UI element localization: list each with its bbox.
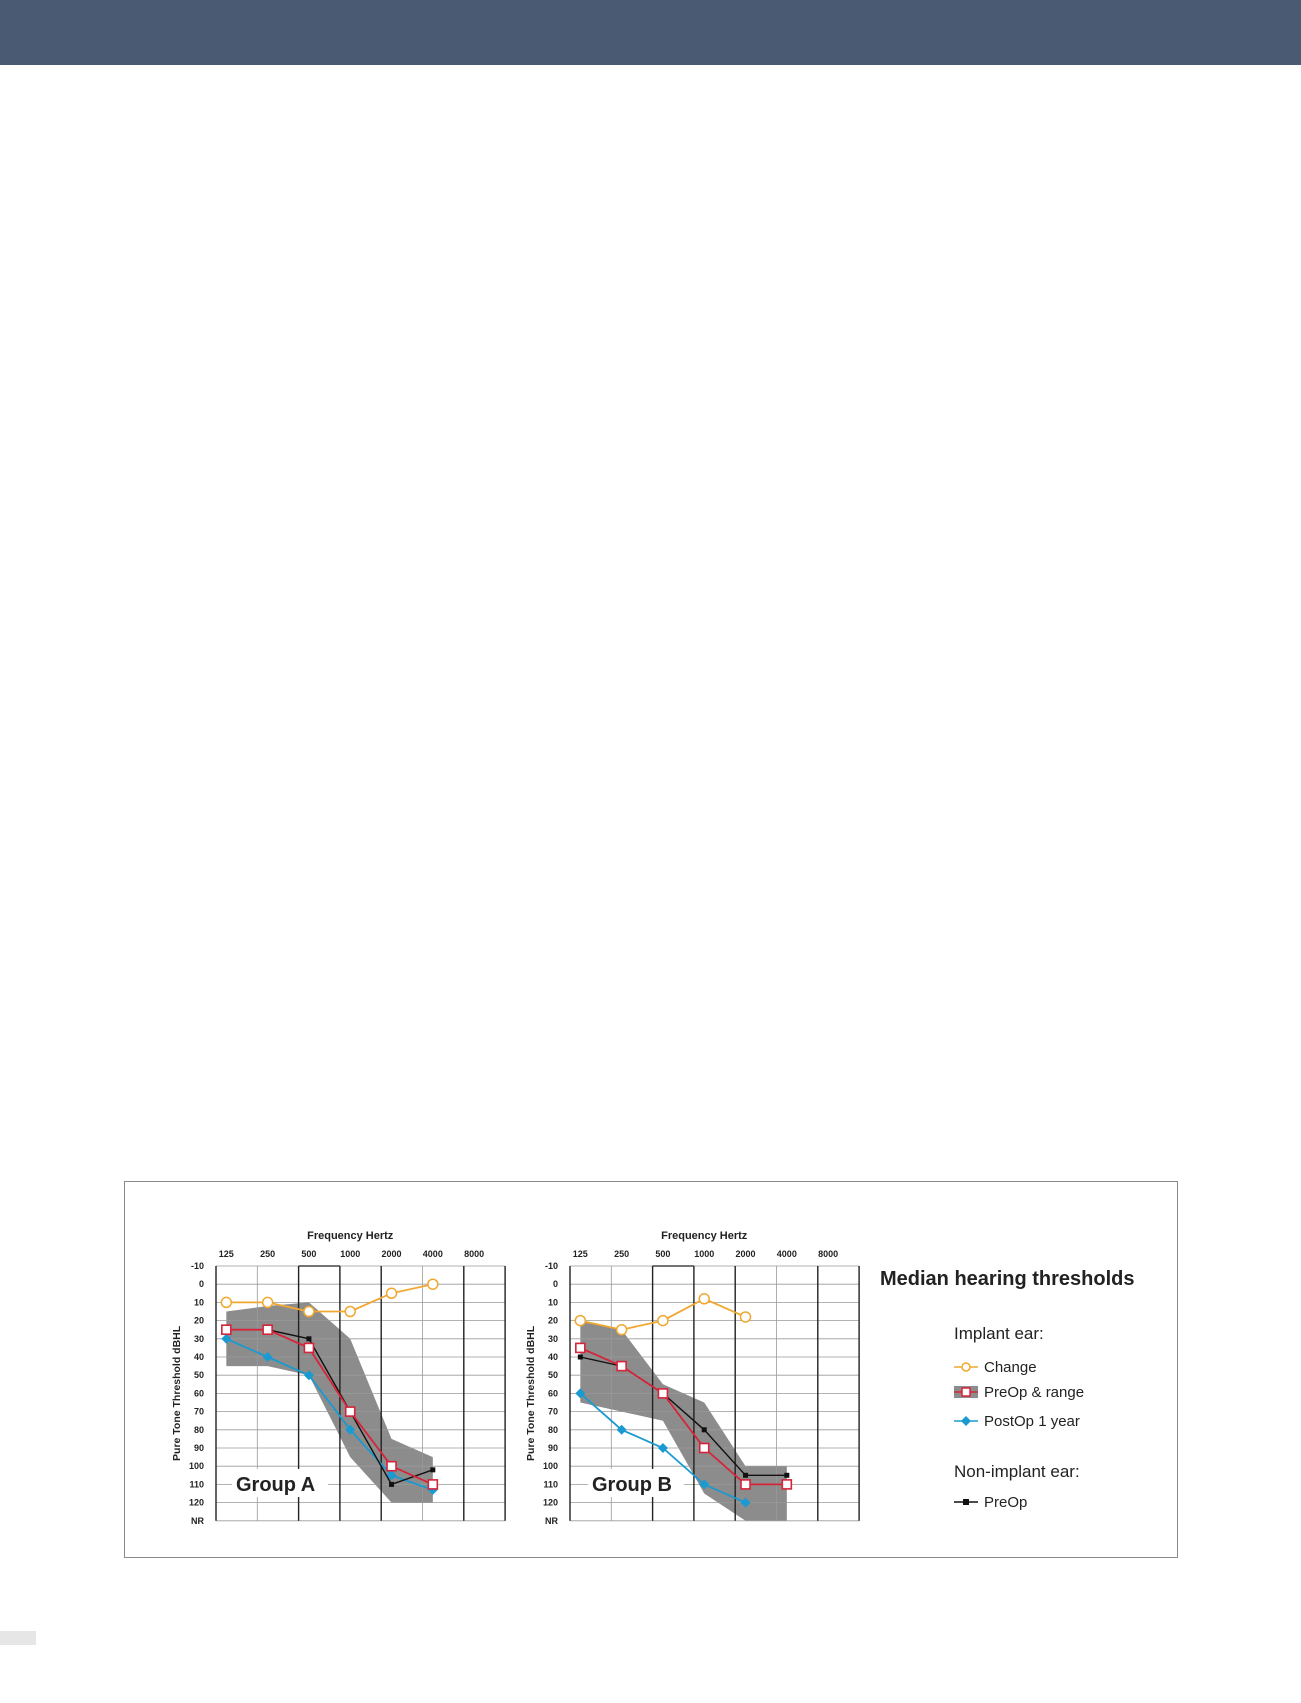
y-tick-label: 90 <box>547 1443 558 1453</box>
y-tick-label: 120 <box>542 1497 558 1508</box>
legend-item-preop-non-implant <box>954 1492 1027 1512</box>
data-point <box>575 1316 585 1326</box>
legend-non-implant-heading: Non-implant ear: <box>954 1462 1080 1481</box>
x-tick-label: 8000 <box>464 1249 485 1259</box>
page-marker <box>0 1631 36 1645</box>
y-tick-label: 50 <box>547 1370 558 1381</box>
y-tick-label: 60 <box>193 1388 204 1399</box>
data-point <box>617 1362 626 1371</box>
y-tick-label: NR <box>191 1515 204 1526</box>
y-tick-label: 40 <box>547 1352 558 1362</box>
x-tick-label: 500 <box>655 1249 671 1259</box>
legend-label-postop: PostOp 1 year <box>984 1412 1080 1430</box>
y-tick-label: 10 <box>193 1297 204 1308</box>
data-point <box>658 1316 668 1326</box>
panel-label: Group A <box>236 1474 316 1496</box>
x-tick-label: 8000 <box>818 1249 839 1259</box>
panel-label: Group B <box>592 1474 672 1496</box>
y-tick-label: 70 <box>547 1406 558 1417</box>
square-small-icon <box>954 1496 978 1508</box>
x-tick-label: 4000 <box>422 1249 443 1259</box>
y-tick-label: 10 <box>547 1297 558 1308</box>
x-tick-label: 250 <box>260 1249 276 1259</box>
y-tick-label: 80 <box>547 1424 558 1435</box>
y-tick-label: 50 <box>193 1370 204 1381</box>
x-tick-label: 1000 <box>340 1249 361 1259</box>
data-point <box>617 1325 627 1335</box>
y-tick-label: 40 <box>193 1352 204 1362</box>
y-tick-label: 90 <box>193 1443 204 1453</box>
x-tick-label: 2000 <box>381 1249 402 1259</box>
y-tick-label: 0 <box>552 1279 558 1290</box>
x-tick-label: 500 <box>301 1249 317 1259</box>
y-tick-label: 20 <box>193 1315 204 1326</box>
y-tick-label: 120 <box>188 1497 204 1508</box>
y-tick-label: 60 <box>547 1388 558 1399</box>
y-tick-label: 110 <box>543 1479 558 1490</box>
legend-label-preop-non-implant: PreOp <box>984 1493 1028 1511</box>
y-tick-label: -10 <box>544 1261 558 1271</box>
x-tick-label: 1000 <box>694 1249 715 1259</box>
data-point <box>743 1473 748 1478</box>
legend-item-postop <box>954 1411 1080 1431</box>
data-point <box>658 1389 667 1398</box>
x-tick-label: 4000 <box>776 1249 797 1259</box>
chart-title: Frequency Hertz <box>661 1230 748 1242</box>
data-point <box>741 1312 751 1322</box>
y-tick-label: -10 <box>190 1261 204 1271</box>
y-tick-label: 70 <box>193 1406 204 1417</box>
data-point <box>784 1473 789 1478</box>
data-point <box>576 1343 585 1352</box>
y-tick-label: NR <box>545 1515 558 1526</box>
data-point <box>702 1427 707 1432</box>
data-point <box>741 1480 750 1489</box>
diamond-icon <box>954 1415 978 1427</box>
y-tick-label: 80 <box>193 1424 204 1435</box>
data-point <box>782 1480 791 1489</box>
y-axis-label: Pure Tone Threshold dBHL <box>525 1325 537 1461</box>
y-tick-label: 30 <box>547 1333 558 1344</box>
data-point <box>700 1444 709 1453</box>
y-tick-label: 30 <box>193 1333 204 1344</box>
y-tick-label: 20 <box>547 1315 558 1326</box>
legend-item-change <box>954 1357 1037 1377</box>
square-open-icon <box>954 1385 978 1399</box>
y-tick-label: 100 <box>188 1461 204 1472</box>
legend-item-preop-range <box>954 1382 1084 1402</box>
x-tick-label: 2000 <box>735 1249 756 1259</box>
legend-label-change: Change <box>984 1358 1037 1376</box>
data-point <box>699 1294 709 1304</box>
chart-title: Frequency Hertz <box>307 1230 394 1242</box>
x-tick-label: 250 <box>614 1249 630 1259</box>
x-tick-label: 125 <box>218 1249 234 1259</box>
y-tick-label: 110 <box>189 1479 204 1490</box>
circle-open-icon <box>954 1361 978 1373</box>
y-tick-label: 0 <box>198 1279 204 1290</box>
x-tick-label: 125 <box>572 1249 588 1259</box>
y-axis-label: Pure Tone Threshold dBHL <box>171 1325 183 1461</box>
y-tick-label: 100 <box>542 1461 558 1472</box>
legend-title: Median hearing thresholds <box>880 1268 1135 1290</box>
legend-label-preop-range: PreOp & range <box>984 1383 1085 1401</box>
legend-implant-heading: Implant ear: <box>954 1324 1044 1343</box>
data-point <box>578 1355 583 1360</box>
